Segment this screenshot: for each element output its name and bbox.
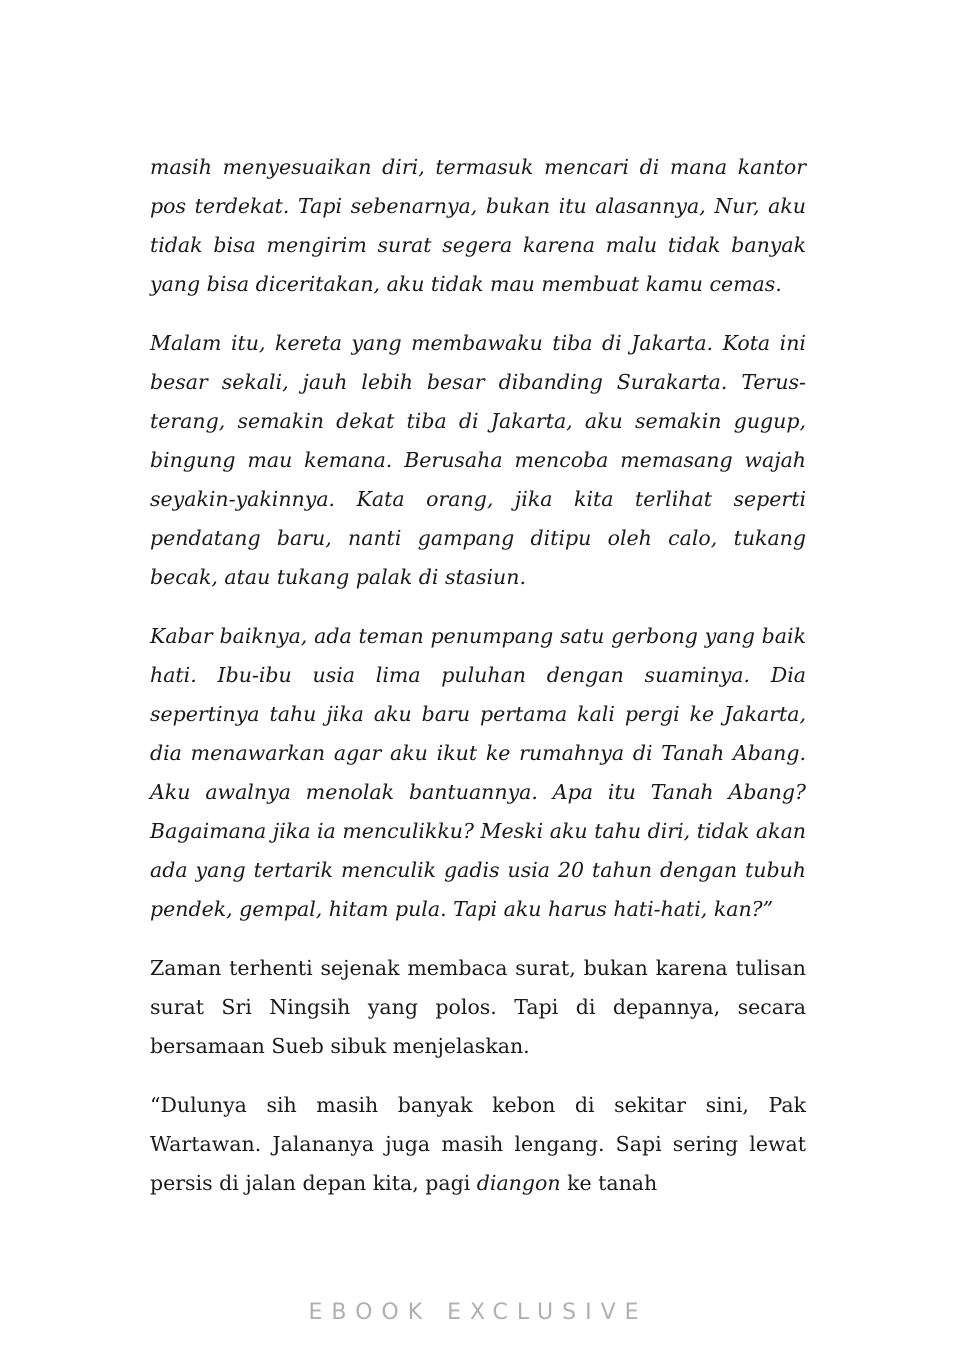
paragraph-3: Kabar baiknya, ada teman penumpang satu gerbong yang baik hati. Ibu-ibu usia lima puluhan dengan suaminya. Dia sepertinya tahu jika aku baru pertama kali pergi ke Jakarta, dia menawarkan agar aku ikut ke rumahnya di Tanah Abang. Aku awalnya menolak bantuannya. Apa itu Tanah Abang? Bagaimana jika ia menculikku? Meski aku tahu diri, tidak akan ada yang tertarik menculik gadis usia 20 tahun dengan tubuh pendek, gempal, hitam pula. Tapi aku harus hati-hati, kan?” (150, 624, 806, 921)
paragraph-1: masih menyesuaikan diri, termasuk mencari di mana kantor pos terdekat. Tapi sebenarnya, bukan itu alasannya, Nur, aku tidak bisa mengirim surat segera karena malu tidak banyak yang bisa diceritakan, aku tidak mau membuat kamu cemas. (150, 155, 806, 296)
page-body (150, 148, 806, 1223)
footer-watermark: EBOOK EXCLUSIVE (308, 1300, 648, 1325)
paragraph-5-text-after: ke tanah (560, 1171, 658, 1195)
paragraph-4: Zaman terhenti sejenak membaca surat, bukan karena tulisan surat Sri Ningsih yang polos. Tapi di depannya, secara bersamaan Sueb sibuk menjelaskan. (150, 956, 806, 1058)
paragraph-5 (150, 1086, 806, 1203)
paragraph-5-emphasis: diangon (476, 1171, 561, 1195)
paragraph-2: Malam itu, kereta yang membawaku tiba di Jakarta. Kota ini besar sekali, jauh lebih besar dibanding Surakarta. Terus-terang, semakin dekat tiba di Jakarta, aku semakin gugup, bingung mau kemana. Berusaha mencoba memasang wajah seyakin-yakinnya. Kata orang, jika kita terlihat seperti pendatang baru, nanti gampang ditipu oleh calo, tukang becak, atau tukang palak di stasiun. (150, 331, 806, 589)
paragraph-5-text-before: “Dulunya sih masih banyak kebon di sekitar sini, Pak Wartawan. Jalananya juga masih lengang. Sapi sering lewat persis di jalan depan kita, pagi (150, 1093, 806, 1195)
